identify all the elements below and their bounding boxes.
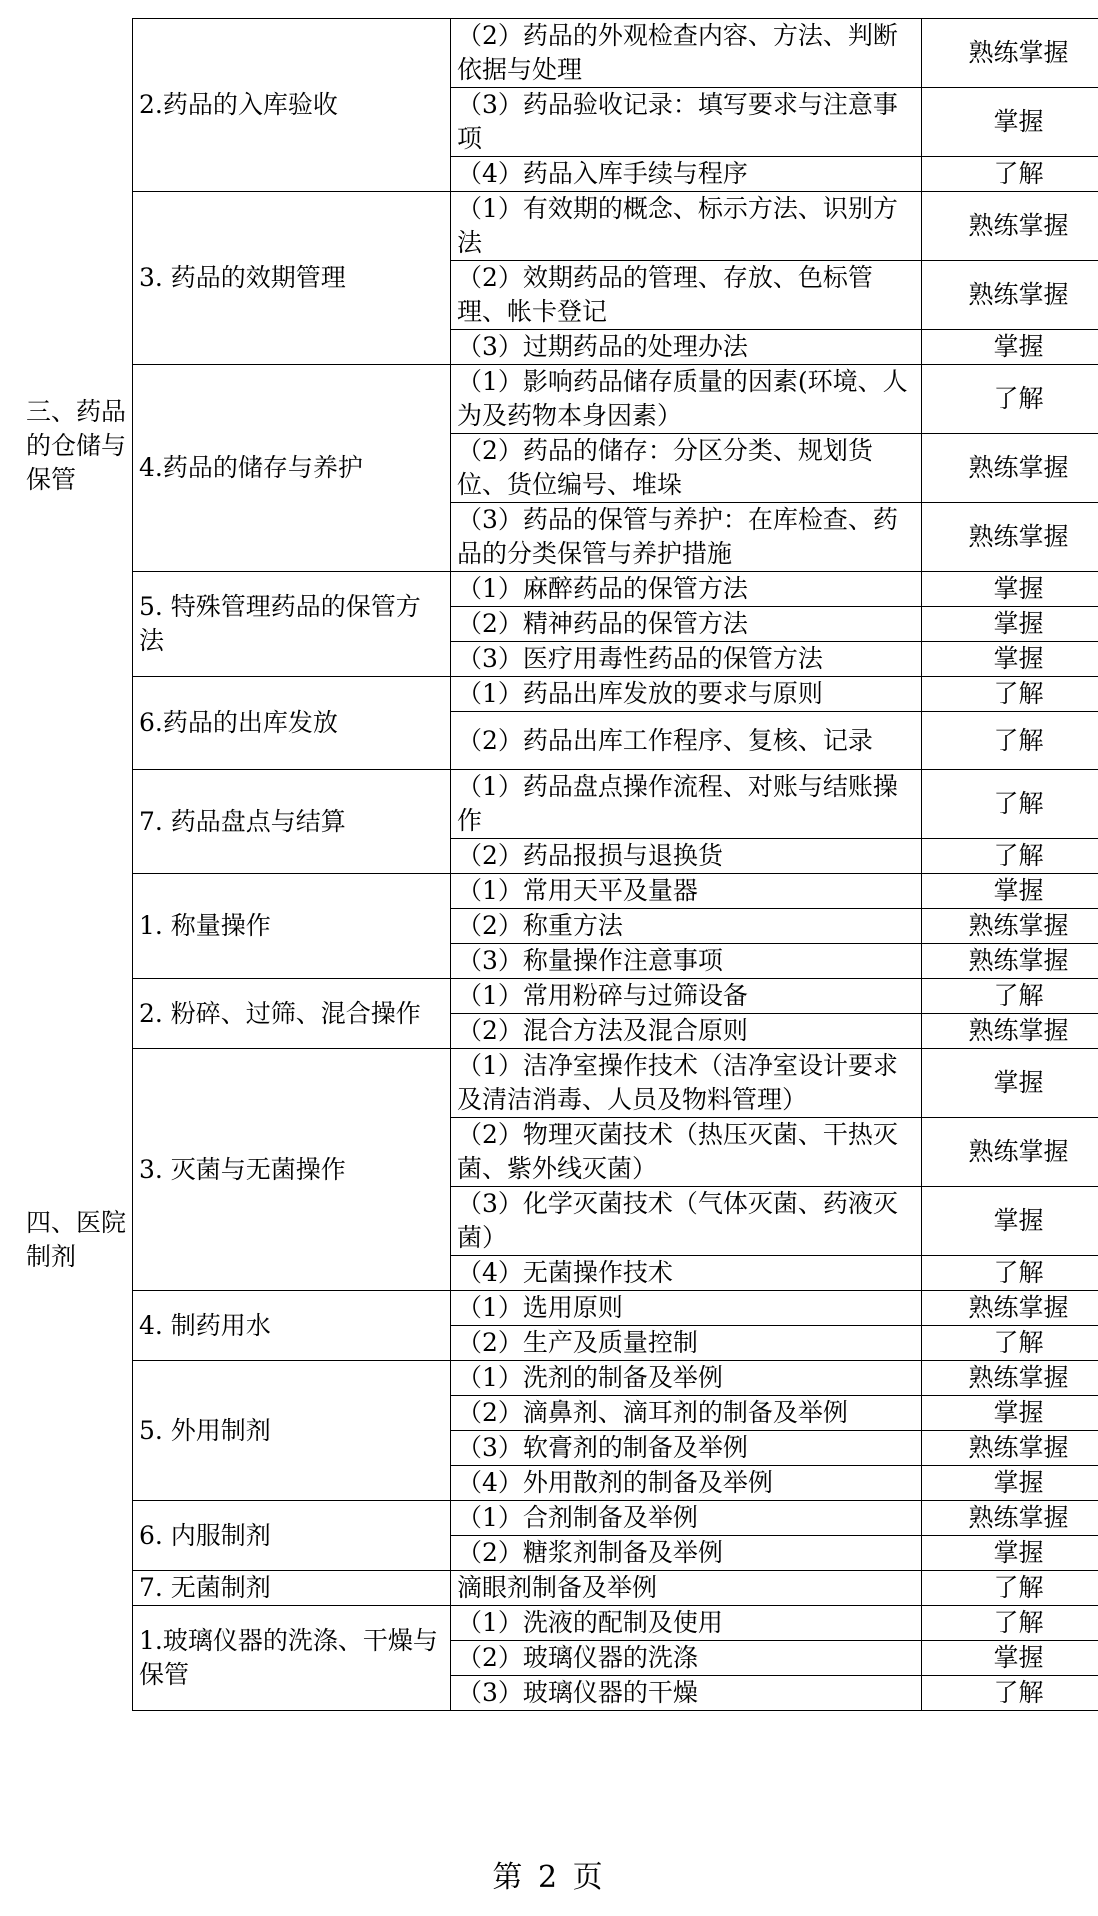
topic-name: 5. 外用制剂 [133, 1361, 451, 1501]
syllabus-table-body [20, 19, 1098, 1711]
item-content: （2）糖浆剂制备及举例 [451, 1536, 922, 1571]
syllabus-table [20, 18, 1098, 1711]
table-row [20, 192, 1098, 261]
mastery-level: 了解 [922, 839, 1098, 874]
table-row [20, 1571, 1098, 1606]
item-content: （1）麻醉药品的保管方法 [451, 572, 922, 607]
mastery-level: 了解 [922, 1571, 1098, 1606]
topic-name: 5. 特殊管理药品的保管方法 [133, 572, 451, 677]
item-content: （1）合剂制备及举例 [451, 1501, 922, 1536]
mastery-level: 了解 [922, 1606, 1098, 1641]
mastery-level: 熟练掌握 [922, 192, 1098, 261]
table-row [20, 677, 1098, 712]
table-row [20, 1049, 1098, 1118]
item-content: （3）医疗用毒性药品的保管方法 [451, 642, 922, 677]
mastery-level: 熟练掌握 [922, 503, 1098, 572]
item-content: （1）影响药品储存质量的因素(环境、人为及药物本身因素） [451, 365, 922, 434]
item-content: （3）过期药品的处理办法 [451, 330, 922, 365]
table-row [20, 1606, 1098, 1641]
mastery-level: 熟练掌握 [922, 19, 1098, 88]
mastery-level: 掌握 [922, 1536, 1098, 1571]
mastery-level: 了解 [922, 677, 1098, 712]
item-content: （1）选用原则 [451, 1291, 922, 1326]
item-content: （3）玻璃仪器的干燥 [451, 1676, 922, 1711]
mastery-level: 熟练掌握 [922, 944, 1098, 979]
item-content: （2）混合方法及混合原则 [451, 1014, 922, 1049]
item-content: （1）药品出库发放的要求与原则 [451, 677, 922, 712]
item-content: （1）洁净室操作技术（洁净室设计要求及清洁消毒、人员及物料管理） [451, 1049, 922, 1118]
table-row [20, 1361, 1098, 1396]
mastery-level: 掌握 [922, 607, 1098, 642]
item-content: （1）洗液的配制及使用 [451, 1606, 922, 1641]
mastery-level: 掌握 [922, 330, 1098, 365]
table-row [20, 874, 1098, 909]
mastery-level: 了解 [922, 770, 1098, 839]
mastery-level: 熟练掌握 [922, 434, 1098, 503]
mastery-level: 掌握 [922, 1396, 1098, 1431]
item-content: 滴眼剂制备及举例 [451, 1571, 922, 1606]
mastery-level: 熟练掌握 [922, 1361, 1098, 1396]
item-content: （4）药品入库手续与程序 [451, 157, 922, 192]
mastery-level: 熟练掌握 [922, 1431, 1098, 1466]
item-content: （2）药品报损与退换货 [451, 839, 922, 874]
mastery-level: 掌握 [922, 642, 1098, 677]
topic-name: 3. 灭菌与无菌操作 [133, 1049, 451, 1291]
mastery-level: 掌握 [922, 874, 1098, 909]
item-content: （2）生产及质量控制 [451, 1326, 922, 1361]
mastery-level: 掌握 [922, 88, 1098, 157]
item-content: （1）药品盘点操作流程、对账与结账操作 [451, 770, 922, 839]
item-content: （2）药品出库工作程序、复核、记录 [451, 712, 922, 770]
item-content: （3）药品验收记录：填写要求与注意事项 [451, 88, 922, 157]
item-content: （1）常用天平及量器 [451, 874, 922, 909]
item-content: （1）有效期的概念、标示方法、识别方法 [451, 192, 922, 261]
mastery-level: 掌握 [922, 1049, 1098, 1118]
item-content: （3）软膏剂的制备及举例 [451, 1431, 922, 1466]
section-title [20, 1606, 133, 1711]
mastery-level: 熟练掌握 [922, 1118, 1098, 1187]
topic-name: 6.药品的出库发放 [133, 677, 451, 770]
item-content: （2）滴鼻剂、滴耳剂的制备及举例 [451, 1396, 922, 1431]
mastery-level: 了解 [922, 1326, 1098, 1361]
topic-name: 7. 药品盘点与结算 [133, 770, 451, 874]
mastery-level: 掌握 [922, 1641, 1098, 1676]
mastery-level: 了解 [922, 979, 1098, 1014]
mastery-level: 了解 [922, 157, 1098, 192]
section-title: 四、医院制剂 [20, 874, 133, 1606]
mastery-level: 熟练掌握 [922, 909, 1098, 944]
mastery-level: 掌握 [922, 1187, 1098, 1256]
mastery-level: 了解 [922, 1676, 1098, 1711]
mastery-level: 了解 [922, 1256, 1098, 1291]
topic-name: 4. 制药用水 [133, 1291, 451, 1361]
mastery-level: 掌握 [922, 572, 1098, 607]
topic-name: 4.药品的储存与养护 [133, 365, 451, 572]
table-row [20, 365, 1098, 434]
table-row [20, 1291, 1098, 1326]
item-content: （3）化学灭菌技术（气体灭菌、药液灭菌） [451, 1187, 922, 1256]
topic-name: 6. 内服制剂 [133, 1501, 451, 1571]
item-content: （2）效期药品的管理、存放、色标管理、帐卡登记 [451, 261, 922, 330]
item-content: （3）称量操作注意事项 [451, 944, 922, 979]
topic-name: 2. 粉碎、过筛、混合操作 [133, 979, 451, 1049]
mastery-level: 了解 [922, 365, 1098, 434]
table-row [20, 770, 1098, 839]
table-row [20, 1501, 1098, 1536]
topic-name: 7. 无菌制剂 [133, 1571, 451, 1606]
topic-name: 3. 药品的效期管理 [133, 192, 451, 365]
section-title: 三、药品的仓储与保管 [20, 19, 133, 874]
topic-name: 1.玻璃仪器的洗涤、干燥与保管 [133, 1606, 451, 1711]
item-content: （2）玻璃仪器的洗涤 [451, 1641, 922, 1676]
mastery-level: 熟练掌握 [922, 1291, 1098, 1326]
mastery-level: 熟练掌握 [922, 1501, 1098, 1536]
item-content: （2）物理灭菌技术（热压灭菌、干热灭菌、紫外线灭菌） [451, 1118, 922, 1187]
page-number: 第 2 页 [492, 1860, 606, 1895]
table-row [20, 19, 1098, 88]
mastery-level: 熟练掌握 [922, 1014, 1098, 1049]
item-content: （1）常用粉碎与过筛设备 [451, 979, 922, 1014]
item-content: （2）药品的储存：分区分类、规划货位、货位编号、堆垛 [451, 434, 922, 503]
mastery-level: 了解 [922, 712, 1098, 770]
topic-name: 1. 称量操作 [133, 874, 451, 979]
item-content: （2）称重方法 [451, 909, 922, 944]
item-content: （2）精神药品的保管方法 [451, 607, 922, 642]
mastery-level: 掌握 [922, 1466, 1098, 1501]
item-content: （4）无菌操作技术 [451, 1256, 922, 1291]
item-content: （3）药品的保管与养护：在库检查、药品的分类保管与养护措施 [451, 503, 922, 572]
item-content: （4）外用散剂的制备及举例 [451, 1466, 922, 1501]
mastery-level: 熟练掌握 [922, 261, 1098, 330]
topic-name: 2.药品的入库验收 [133, 19, 451, 192]
item-content: （2）药品的外观检查内容、方法、判断依据与处理 [451, 19, 922, 88]
table-row [20, 572, 1098, 607]
table-row [20, 979, 1098, 1014]
item-content: （1）洗剂的制备及举例 [451, 1361, 922, 1396]
